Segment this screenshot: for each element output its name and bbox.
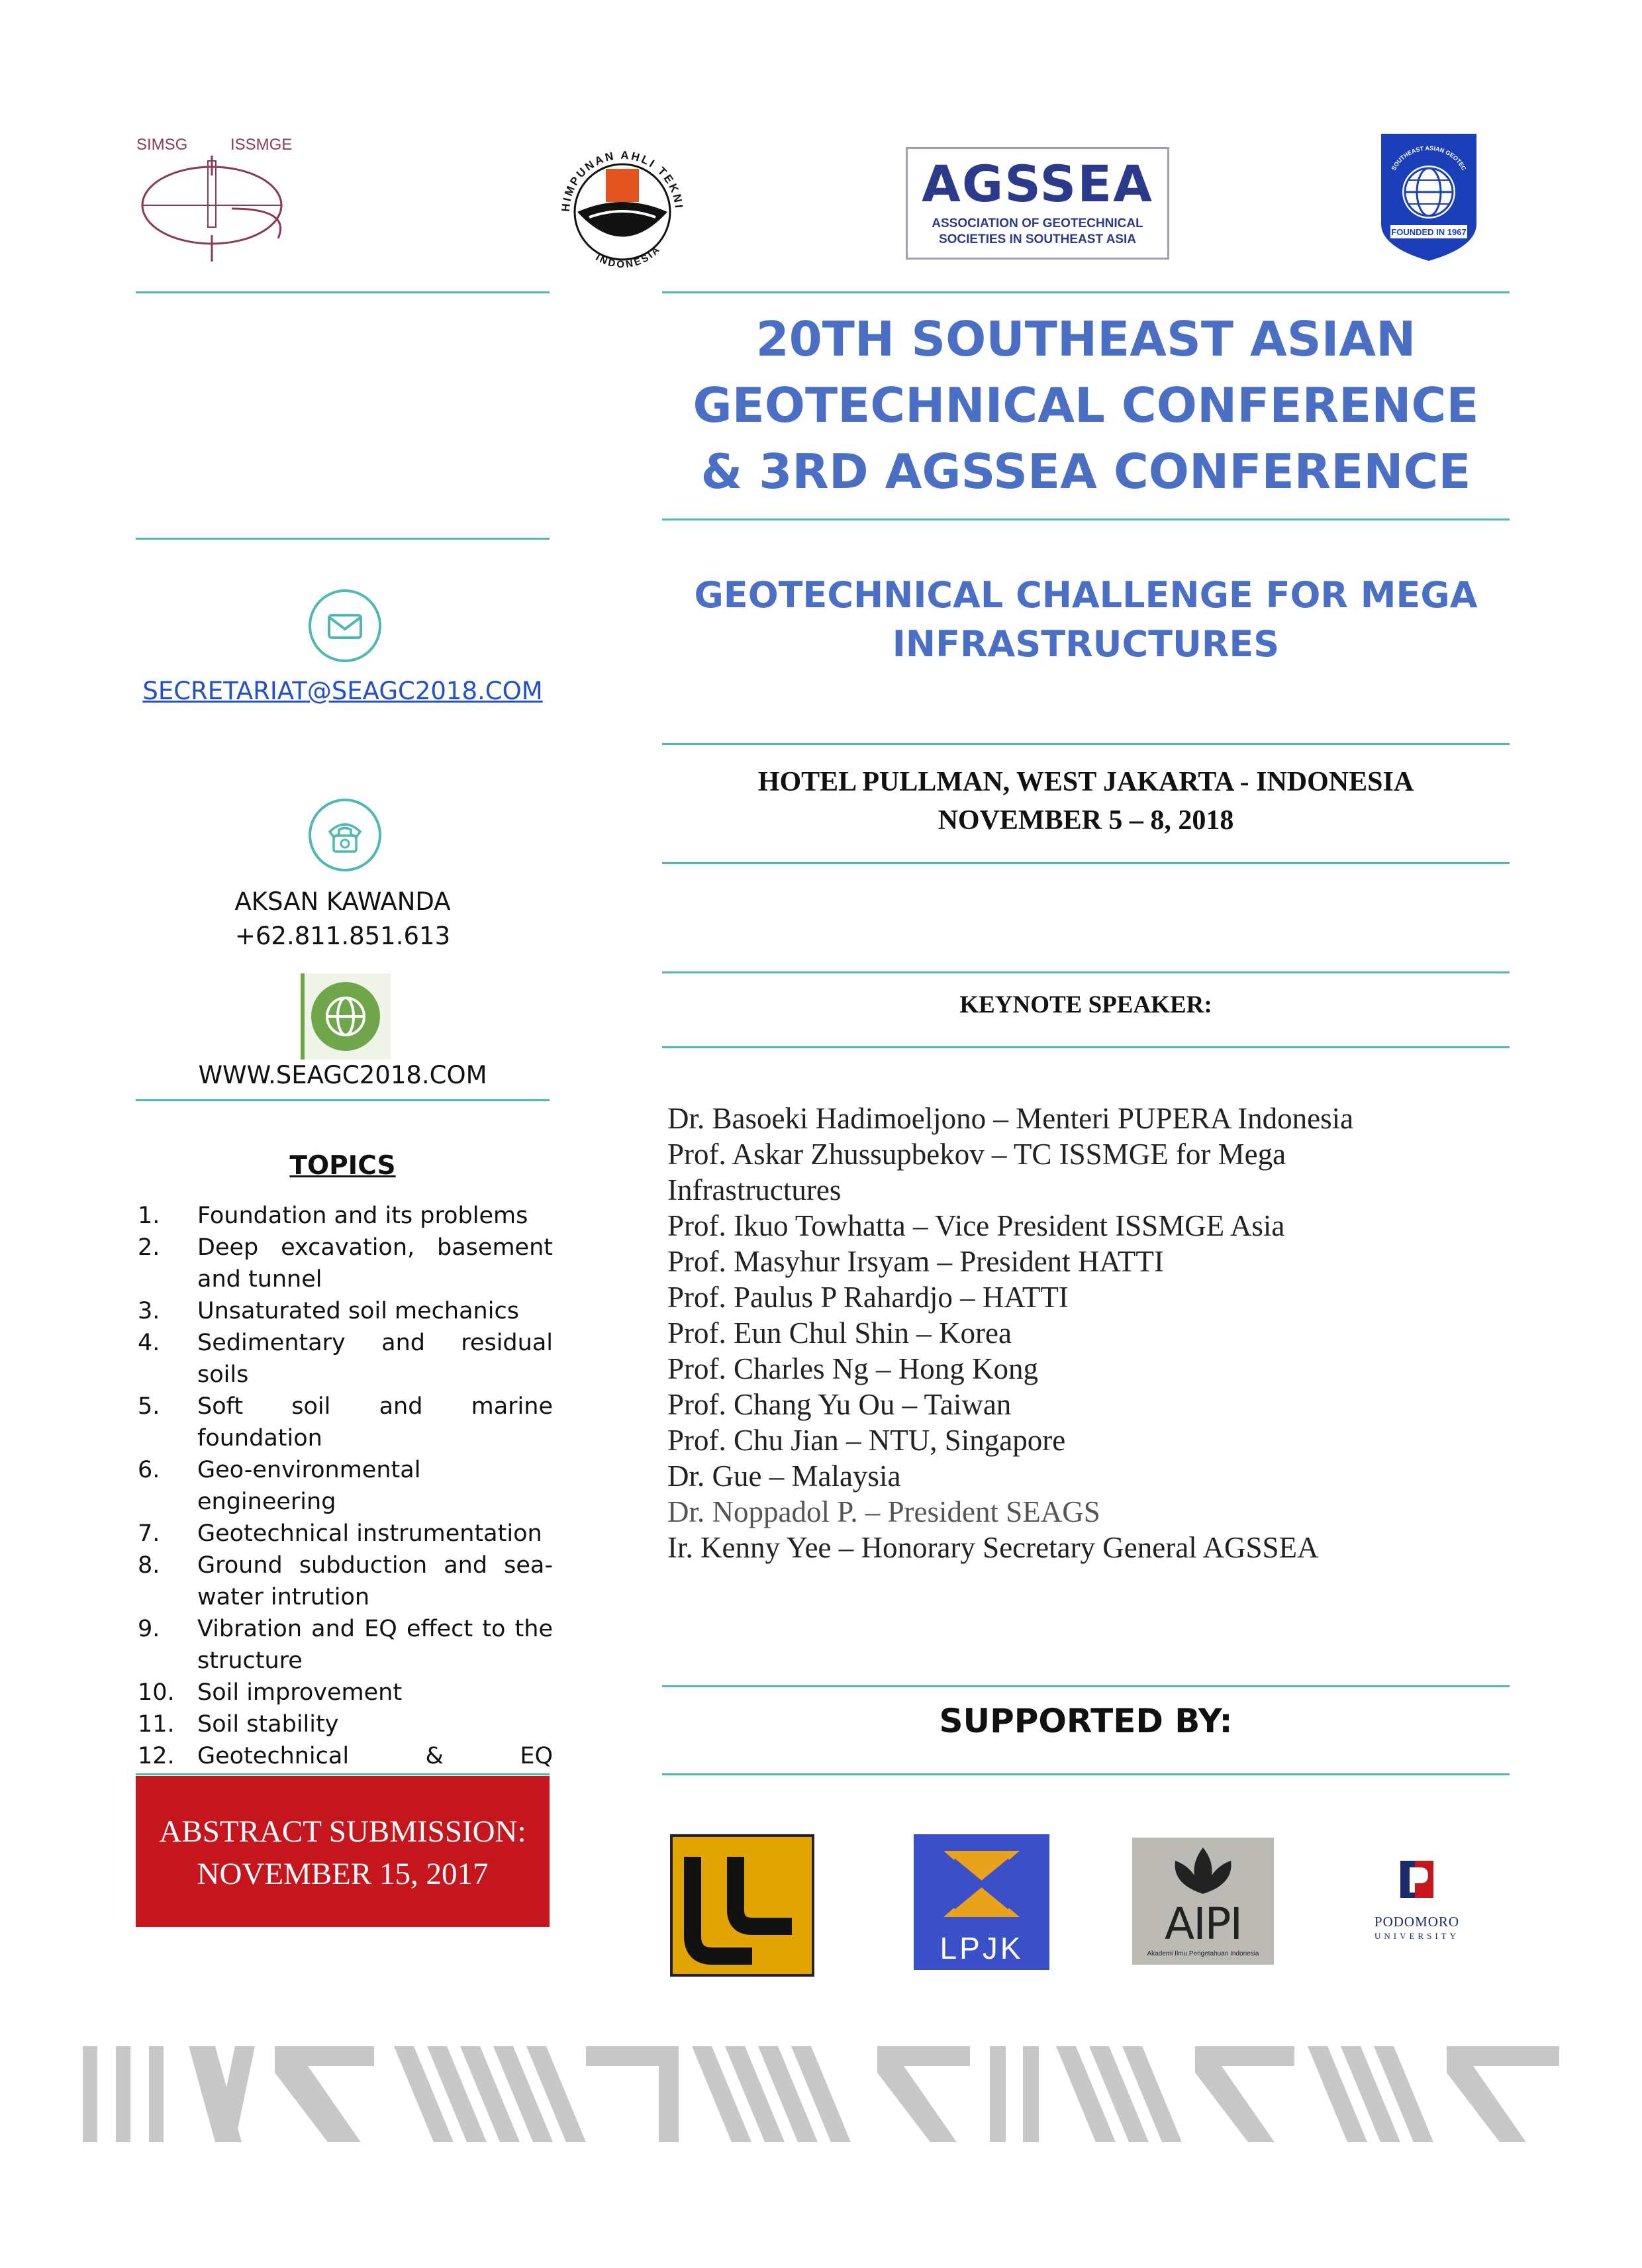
aipi-label: AIPI: [1165, 1898, 1241, 1949]
topic-item: 9. Vibration and EQ effect to the structure: [138, 1616, 553, 1674]
speaker-item: Prof. Paulus P Rahardjo – HATTI: [667, 1281, 1069, 1314]
abstract-submission-box: [136, 1776, 550, 1927]
contact-person: AKSAN KAWANDA: [234, 887, 451, 916]
topics-list: [138, 1200, 553, 1804]
abstract-line-1: ABSTRACT SUBMISSION:: [159, 1814, 526, 1849]
supported-heading: SUPPORTED BY:: [939, 1702, 1233, 1740]
right-rule-8: [662, 1773, 1510, 1775]
simsg-emblem-icon: [132, 156, 305, 268]
right-rule-4: [662, 862, 1510, 864]
aipi-subtitle: Akademi Ilmu Pengetahuan Indonesia: [1147, 1950, 1259, 1957]
left-rule-1: [136, 291, 550, 293]
speaker-item: Dr. Gue – Malaysia: [667, 1459, 901, 1493]
hatti-bottom-arc: INDONESIA: [593, 243, 663, 271]
speaker-item: Prof. Masyhur Irsyam – President HATTI: [667, 1245, 1164, 1278]
topic-item: 1. Foundation and its problems: [138, 1203, 528, 1229]
right-rule-2: [662, 518, 1510, 520]
seags-arc-text: SOUTHEAST ASIAN GEOTEC: [1390, 144, 1468, 172]
speaker-item: Prof. Ikuo Towhatta – Vice President ISSMGE Asia: [667, 1209, 1285, 1242]
contact-phone: +62.811.851.613: [234, 922, 451, 950]
speaker-item: Prof. Chu Jian – NTU, Singapore: [667, 1424, 1066, 1457]
speaker-item: Prof. Eun Chul Shin – Korea: [667, 1316, 1012, 1350]
topic-item: 10. Soil improvement: [138, 1679, 403, 1706]
speaker-item: Dr. Basoeki Hadimoeljono – Menteri PUPERA Indonesia: [667, 1102, 1354, 1135]
podomoro-university: UNIVERSITY: [1375, 1931, 1459, 1941]
page-title: [662, 306, 1510, 505]
email-link[interactable]: SECRETARIAT@SEAGC2018.COM: [142, 677, 543, 705]
phone-icon: [309, 799, 381, 871]
left-rule-2: [136, 538, 550, 540]
decorative-stripes: [83, 2046, 1559, 2142]
podomoro-emblem-icon: [1400, 1861, 1433, 1907]
aipi-logo: [1132, 1838, 1274, 1965]
topic-item: 7. Geotechnical instrumentation: [138, 1520, 542, 1547]
simsg-label: SIMSG: [136, 136, 188, 154]
abstract-line-2: NOVEMBER 15, 2017: [197, 1857, 489, 1891]
simsg-issmge-logo: [132, 136, 305, 268]
topic-item: 2. Deep excavation, basement and tunnel: [138, 1234, 553, 1293]
right-rule-5: [662, 971, 1510, 973]
theme-line-2: INFRASTRUCTURES: [892, 623, 1280, 665]
topic-item: 11. Soil stability: [138, 1711, 339, 1738]
right-rule-6: [662, 1046, 1510, 1048]
speaker-item: Prof. Askar Zhussupbekov – TC ISSMGE for Mega: [667, 1138, 1286, 1171]
topic-item: 3. Unsaturated soil mechanics: [138, 1298, 519, 1324]
speaker-item: Ir. Kenny Yee – Honorary Secretary General AGSSEA: [667, 1531, 1319, 1564]
conference-theme: [662, 571, 1510, 669]
issmge-label: ISSMGE: [230, 136, 293, 154]
agssea-sub1: ASSOCIATION OF GEOTECHNICAL: [932, 217, 1143, 230]
agssea-name: AGSSEA: [922, 154, 1153, 213]
lpjk-label: LPJK: [940, 1931, 1024, 1965]
speaker-item: Dr. Noppadol P. – President SEAGS: [667, 1495, 1100, 1528]
seags-logo: [1378, 131, 1479, 264]
left-rule-3: [136, 1099, 550, 1101]
pupr-logo: [670, 1834, 814, 1977]
podomoro-name: PODOMORO: [1374, 1914, 1460, 1930]
website-link[interactable]: WWW.SEAGC2018.COM: [198, 1061, 487, 1089]
agssea-logo: [906, 147, 1169, 260]
topic-item: 8. Ground subduction and sea-water intrution: [138, 1552, 553, 1610]
email-icon: [309, 589, 381, 662]
title-line-1: 20TH SOUTHEAST ASIAN: [755, 311, 1416, 367]
pupr-emblem-icon: [673, 1837, 812, 1974]
hatti-top-arc: HIMPUNAN AHLI TEKNI: [559, 148, 686, 213]
svg-text:INDONESIA: [594, 243, 663, 270]
topics-heading: TOPICS: [289, 1151, 396, 1181]
speaker-item: Prof. Charles Ng – Hong Kong: [667, 1352, 1038, 1385]
speaker-item: Prof. Chang Yu Ou – Taiwan: [667, 1388, 1012, 1421]
theme-line-1: GEOTECHNICAL CHALLENGE FOR MEGA: [694, 574, 1478, 616]
topic-item: 12. Geotechnical & EQ: [138, 1743, 553, 1769]
lpjk-logo: [914, 1834, 1049, 1970]
topic-item: 5. Soft soil and marine foundation: [138, 1393, 553, 1452]
right-rule-7: [662, 1685, 1510, 1687]
hatti-logo: [550, 139, 695, 278]
topic-item: 4. Sedimentary and residual soils: [138, 1330, 553, 1388]
keynote-speakers: [667, 1101, 1510, 1565]
agssea-sub2: SOCIETIES IN SOUTHEAST ASIA: [938, 232, 1137, 246]
topic-item: 6. Geo-environmental engineering: [138, 1457, 421, 1515]
right-rule-3: [662, 743, 1510, 745]
title-line-3: & 3RD AGSSEA CONFERENCE: [700, 444, 1471, 499]
lpjk-emblem-icon: [914, 1834, 1049, 1934]
aipi-leaf-icon: [1165, 1844, 1241, 1897]
keynote-heading: KEYNOTE SPEAKER:: [959, 991, 1212, 1018]
hatti-emblem-icon: [550, 139, 695, 278]
seags-founded: FOUNDED IN 1967: [1391, 227, 1467, 237]
globe-icon: [301, 973, 391, 1060]
venue-location: HOTEL PULLMAN, WEST JAKARTA - INDONESIA: [757, 767, 1414, 797]
podomoro-logo: [1357, 1861, 1476, 1953]
venue-dates: NOVEMBER 5 – 8, 2018: [938, 805, 1234, 836]
right-rule-1: [662, 291, 1510, 293]
venue-block: [662, 763, 1510, 840]
speaker-item: Infrastructures: [667, 1173, 842, 1207]
seags-shield-icon: [1378, 131, 1479, 264]
title-line-2: GEOTECHNICAL CONFERENCE: [693, 377, 1479, 433]
